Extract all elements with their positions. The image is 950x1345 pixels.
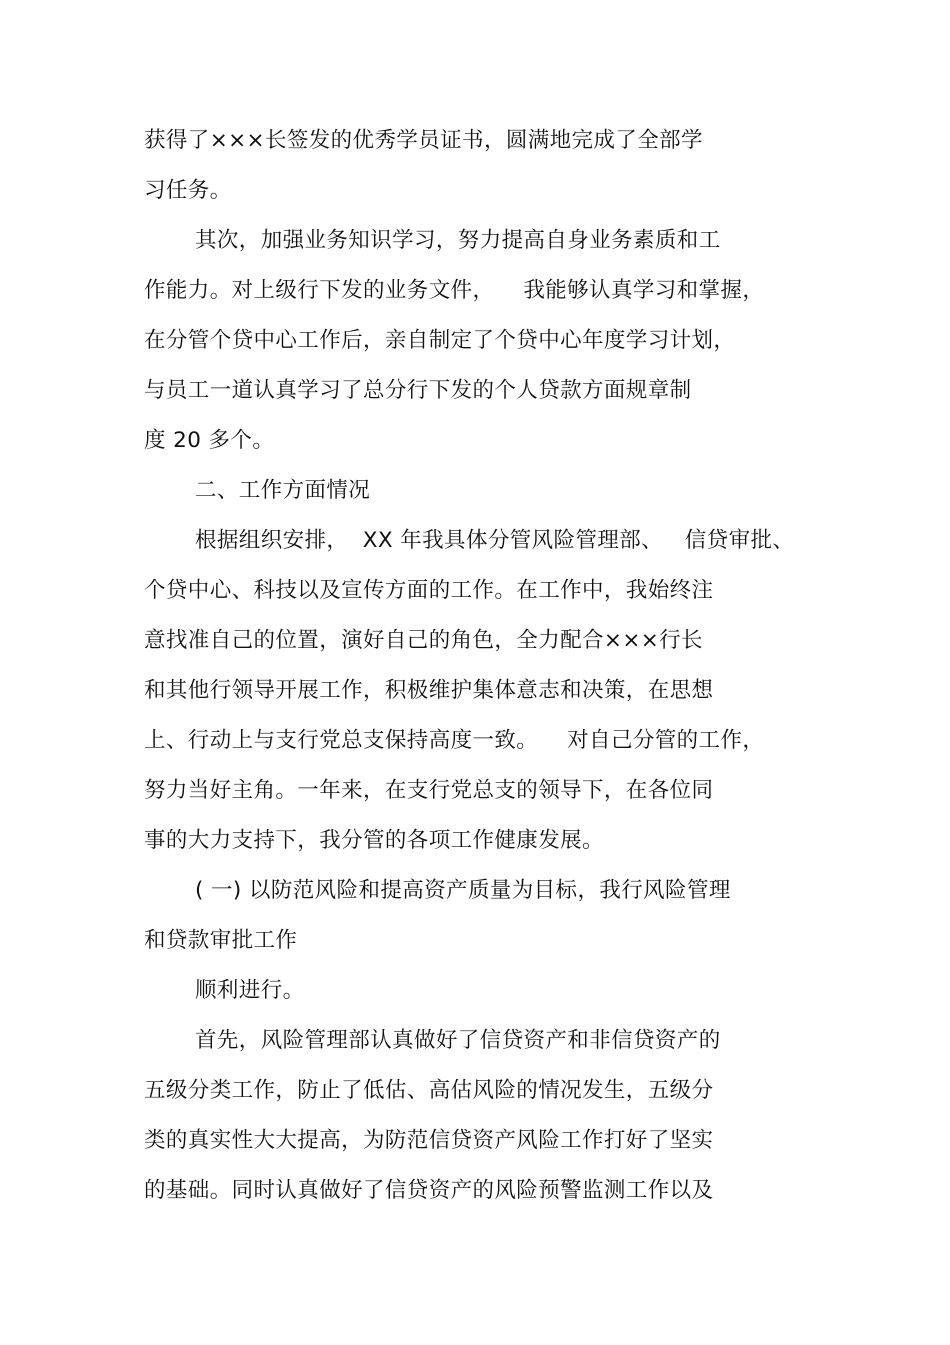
text-line-21: 类的真实性大大提高，为防范信贷资产风险工作打好了坚实 [144, 1128, 714, 1153]
text-line-6: 与员工一道认真学习了总分行下发的个人贷款方面规章制 [144, 378, 692, 403]
text-line-19: 首先，风险管理部认真做好了信贷资产和非信贷资产的 [195, 1028, 721, 1053]
subsection-heading: ( 一) 以防范风险和提高资产质量为目标，我行风险管理 [195, 878, 731, 903]
text-line-3: 其次，加强业务知识学习，努力提高自身业务素质和工 [195, 228, 721, 253]
text-line-12: 和其他行领导开展工作，积极维护集体意志和决策，在思想 [144, 678, 714, 703]
text-line-11: 意找准自己的位置，演好自己的角色，全力配合×××行长 [144, 628, 703, 653]
text-line-15: 事的大力支持下，我分管的各项工作健康发展。 [144, 828, 604, 853]
text-line-2: 习任务。 [144, 178, 232, 203]
text-line-5: 在分管个贷中心工作后，亲自制定了个贷中心年度学习计划， [144, 328, 736, 353]
text-line-4: 作能力。对上级行下发的业务文件， 我能够认真学习和掌握， [144, 278, 765, 303]
text-line-22: 的基础。同时认真做好了信贷资产的风险预警监测工作以及 [144, 1178, 714, 1203]
text-line-14: 努力当好主角。一年来，在支行党总支的领导下，在各位同 [144, 778, 714, 803]
text-line-7: 度 20 多个。 [144, 428, 275, 453]
text-line-17: 和贷款审批工作 [144, 928, 298, 953]
text-line-1: 获得了×××长签发的优秀学员证书，圆满地完成了全部学 [144, 128, 703, 153]
text-line-9: 根据组织安排， XX 年我具体分管风险管理部、 信贷审批、 [195, 528, 795, 553]
text-line-18: 顺利进行。 [195, 978, 305, 1003]
text-line-20: 五级分类工作，防止了低估、高估风险的情况发生，五级分 [144, 1078, 714, 1103]
text-line-10: 个贷中心、科技以及宣传方面的工作。在工作中，我始终注 [144, 578, 714, 603]
text-line-13: 上、行动上与支行党总支保持高度一致。 对自己分管的工作， [144, 728, 765, 753]
section-heading: 二、工作方面情况 [195, 478, 371, 503]
